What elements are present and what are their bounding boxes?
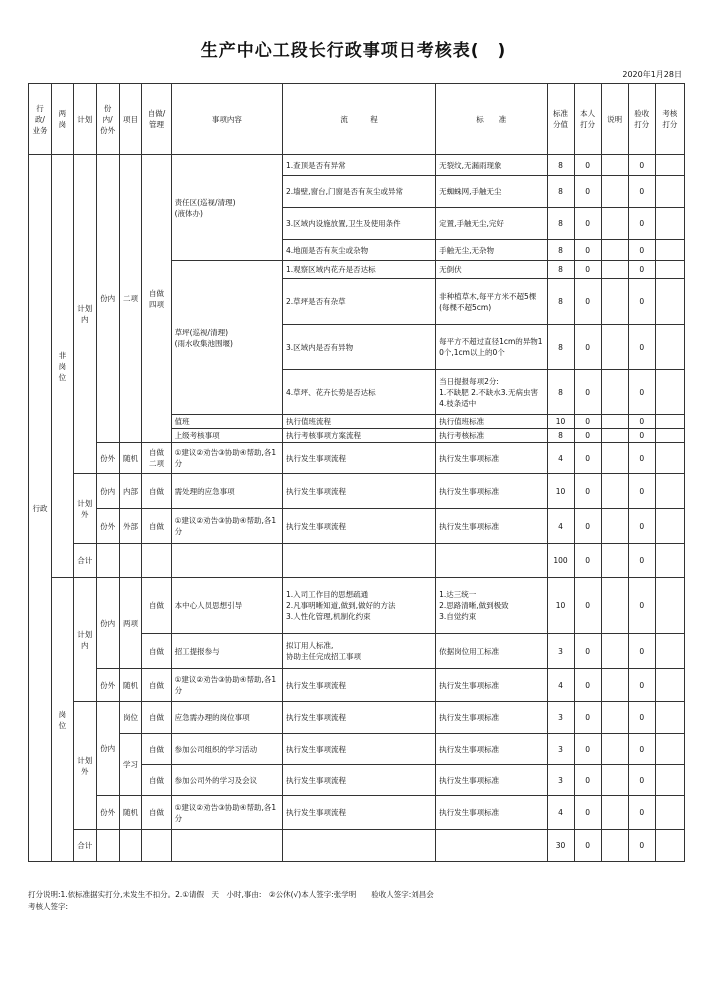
remark-cell: [601, 474, 628, 509]
check-score-cell: 0: [628, 429, 655, 443]
header-self-score: 本人打分: [574, 84, 601, 155]
table-row: [29, 796, 685, 830]
flow-cell: 执行发生事项流程: [283, 474, 436, 509]
standard-cell: 执行发生事项标准: [436, 443, 547, 474]
remark-cell: [601, 830, 628, 862]
remark-cell: [601, 415, 628, 429]
flow-cell: 1.查顶是否有异常: [283, 155, 436, 176]
remark-cell: [601, 261, 628, 279]
blank-cell: [119, 830, 142, 862]
remark-cell: [601, 634, 628, 669]
check-score-cell: 0: [628, 702, 655, 734]
standard-score-cell: 3: [547, 634, 574, 669]
remark-cell: [601, 796, 628, 830]
blank-cell: [171, 544, 282, 578]
standard-score-cell: 8: [547, 208, 574, 240]
self-do-label: 自做: [142, 634, 171, 669]
self-score-cell: 0: [574, 429, 601, 443]
random-label: 随机: [119, 443, 142, 474]
content-cell: 本中心人员思想引导: [171, 578, 282, 634]
self-score-cell: 0: [574, 240, 601, 261]
standard-cell: 1.达三统一 2.思路清晰,做到极致 3.自觉约束: [436, 578, 547, 634]
check-score-cell: 0: [628, 765, 655, 796]
standard-score-cell: 3: [547, 765, 574, 796]
header-check-score: 验收打分: [628, 84, 655, 155]
table-row: [29, 443, 685, 474]
check-score-cell: 0: [628, 669, 655, 702]
standard-cell: 执行发生事项标准: [436, 734, 547, 765]
out-duty-label: 份外: [96, 669, 119, 702]
standard-score-cell: 10: [547, 415, 574, 429]
in-duty-label: 份内: [96, 155, 119, 443]
self-do-label: 自做: [142, 765, 171, 796]
check-score-cell: 0: [628, 443, 655, 474]
remark-cell: [601, 176, 628, 208]
remark-cell: [601, 240, 628, 261]
self-score-cell: 0: [574, 370, 601, 415]
self-score-cell: 0: [574, 474, 601, 509]
check-score-cell: 0: [628, 734, 655, 765]
flow-cell: 执行发生事项流程: [283, 734, 436, 765]
category-admin: 行政: [29, 155, 52, 862]
remark-cell: [601, 734, 628, 765]
standard-cell: 每平方不超过直径1cm的异物10个,1cm以上的0个: [436, 325, 547, 370]
self-score-cell: 0: [574, 261, 601, 279]
assess-score-cell: [655, 509, 684, 544]
remark-cell: [601, 669, 628, 702]
total-label: 合计: [73, 830, 96, 862]
content-cell: 参加公司组织的学习活动: [171, 734, 282, 765]
header-admin-business: 行政/业务: [29, 84, 52, 155]
assess-score-cell: [655, 765, 684, 796]
remark-cell: [601, 509, 628, 544]
flow-cell: 执行发生事项流程: [283, 443, 436, 474]
header-flow: 流 程: [283, 84, 436, 155]
check-score-cell: 0: [628, 208, 655, 240]
content-cell: ①建议②劝告③协助④帮助,各1分: [171, 796, 282, 830]
blank-cell: [283, 544, 436, 578]
blank-cell: [142, 544, 171, 578]
standard-cell: 执行发生事项标准: [436, 702, 547, 734]
remark-cell: [601, 765, 628, 796]
content-cell: 应急需办理的岗位事项: [171, 702, 282, 734]
content-cell: 值班: [171, 415, 282, 429]
check-score-cell: 0: [628, 325, 655, 370]
self-score-cell: 0: [574, 669, 601, 702]
check-score-cell: 0: [628, 155, 655, 176]
self-score-cell: 0: [574, 634, 601, 669]
plan-out-label: 计划外: [73, 702, 96, 830]
plan-in-label: 计划内: [73, 155, 96, 474]
self-score-cell: 0: [574, 830, 601, 862]
two-items-label: 二项: [119, 155, 142, 443]
check-score-cell: 0: [628, 240, 655, 261]
table-row: [29, 474, 685, 509]
check-score-cell: 0: [628, 415, 655, 429]
self-do-label: 自做: [142, 669, 171, 702]
flow-cell: 执行发生事项流程: [283, 669, 436, 702]
flow-cell: 拟订用人标准, 协助主任完成招工事项: [283, 634, 436, 669]
self-score-cell: 0: [574, 796, 601, 830]
post-item-label: 岗位: [119, 702, 142, 734]
standard-cell: 定置,手触无尘,完好: [436, 208, 547, 240]
check-score-cell: 0: [628, 370, 655, 415]
standard-score-cell: 4: [547, 509, 574, 544]
flow-cell: 执行发生事项流程: [283, 796, 436, 830]
remark-cell: [601, 208, 628, 240]
out-duty-label: 份外: [96, 509, 119, 544]
header-self-manage: 自做/管理: [142, 84, 171, 155]
two-items-label: 两项: [119, 578, 142, 669]
self-score-cell: 0: [574, 325, 601, 370]
check-score-cell: 0: [628, 279, 655, 325]
standard-cell: 手触无尘,无杂物: [436, 240, 547, 261]
header-standard: 标 准: [436, 84, 547, 155]
check-score-cell: 0: [628, 796, 655, 830]
notes-line: 打分说明:1.依标准据实打分,未发生不扣分。2.①请假 天 小时,事由: ②公休(√)本人签字:张学明 验收人签字:刘昌会: [28, 890, 434, 899]
self-do-label: 自做: [142, 474, 171, 509]
random-label: 随机: [119, 796, 142, 830]
self-score-cell: 0: [574, 509, 601, 544]
remark-cell: [601, 443, 628, 474]
self-score-cell: 0: [574, 443, 601, 474]
standard-score-cell: 10: [547, 578, 574, 634]
standard-cell: 非种植草木,每平方米不超5棵(每棵不超5cm): [436, 279, 547, 325]
assess-score-cell: [655, 325, 684, 370]
remark-cell: [601, 325, 628, 370]
assess-score-cell: [655, 415, 684, 429]
outside-label: 外部: [119, 509, 142, 544]
flow-cell: 1.入司工作目的思想疏通 2.凡事明晰知道,做到,做好的方法 3.人性化管理,机制化约束: [283, 578, 436, 634]
standard-score-cell: 10: [547, 474, 574, 509]
flow-cell: 2.草坪是否有杂草: [283, 279, 436, 325]
self-score-cell: 0: [574, 279, 601, 325]
assess-score-cell: [655, 208, 684, 240]
header-duty: 份内/份外: [96, 84, 119, 155]
assess-score-cell: [655, 443, 684, 474]
assess-score-cell: [655, 155, 684, 176]
remark-cell: [601, 578, 628, 634]
total-row: [29, 830, 685, 862]
standard-cell: 执行发生事项标准: [436, 669, 547, 702]
standard-score-cell: 8: [547, 240, 574, 261]
standard-cell: 执行发生事项标准: [436, 796, 547, 830]
in-duty-label: 份内: [96, 578, 119, 669]
inside-label: 内部: [119, 474, 142, 509]
self-score-cell: 0: [574, 765, 601, 796]
flow-cell: 3.区域内是否有异物: [283, 325, 436, 370]
remark-cell: [601, 279, 628, 325]
assess-score-cell: [655, 279, 684, 325]
check-score-cell: 0: [628, 634, 655, 669]
content-cell: 责任区(巡视/清理) (液体办): [171, 155, 282, 261]
self-score-cell: 0: [574, 734, 601, 765]
header-row: [29, 84, 685, 155]
flow-cell: 执行发生事项流程: [283, 702, 436, 734]
assess-score-cell: [655, 830, 684, 862]
standard-score-cell: 4: [547, 443, 574, 474]
check-score-cell: 0: [628, 544, 655, 578]
assess-score-cell: [655, 796, 684, 830]
flow-cell: 1.观察区域内花卉是否达标: [283, 261, 436, 279]
flow-cell: 执行发生事项流程: [283, 509, 436, 544]
content-cell: 需处理的应急事项: [171, 474, 282, 509]
check-score-cell: 0: [628, 176, 655, 208]
standard-cell: 无倒伏: [436, 261, 547, 279]
assess-score-cell: [655, 240, 684, 261]
content-cell: 参加公司外的学习及会议: [171, 765, 282, 796]
standard-cell: 无裂纹,无漏雨现象: [436, 155, 547, 176]
content-cell: ①建议②劝告③协助④帮助,各1分: [171, 669, 282, 702]
assess-score-cell: [655, 702, 684, 734]
blank-cell: [119, 544, 142, 578]
standard-score-cell: 3: [547, 702, 574, 734]
assess-score-cell: [655, 734, 684, 765]
standard-score-cell: 8: [547, 261, 574, 279]
standard-score-cell: 8: [547, 429, 574, 443]
header-standard-score: 标准分值: [547, 84, 574, 155]
content-cell: 草坪(巡视/清理) (雨水收集池围堰): [171, 261, 282, 415]
flow-cell: 执行考核事项方案流程: [283, 429, 436, 443]
standard-cell: 执行发生事项标准: [436, 765, 547, 796]
in-duty-label: 份内: [96, 702, 119, 796]
report-date: 2020年1月28日: [622, 70, 682, 79]
header-two-posts: 两岗: [51, 84, 73, 155]
flow-cell: 3.区域内设施放置,卫生及使用条件: [283, 208, 436, 240]
self-score-cell: 0: [574, 578, 601, 634]
standard-score-total: 100: [547, 544, 574, 578]
self-score-cell: 0: [574, 415, 601, 429]
out-duty-label: 份外: [96, 443, 119, 474]
standard-score-cell: 8: [547, 155, 574, 176]
blank-cell: [283, 830, 436, 862]
content-cell: ①建议②劝告③协助④帮助,各1分: [171, 509, 282, 544]
standard-score-cell: 8: [547, 325, 574, 370]
assess-score-cell: [655, 544, 684, 578]
remark-cell: [601, 155, 628, 176]
content-cell: ①建议②劝告③协助④帮助,各1分: [171, 443, 282, 474]
standard-cell: 执行值班标准: [436, 415, 547, 429]
check-score-cell: 0: [628, 830, 655, 862]
self-score-cell: 0: [574, 176, 601, 208]
check-score-cell: 0: [628, 509, 655, 544]
assess-score-cell: [655, 176, 684, 208]
header-content: 事项内容: [171, 84, 282, 155]
self-do-label: 自做: [142, 796, 171, 830]
self-do-label: 自做: [142, 734, 171, 765]
in-duty-label: 份内: [96, 474, 119, 509]
standard-cell: 执行发生事项标准: [436, 474, 547, 509]
random-label: 随机: [119, 669, 142, 702]
header-project: 项目: [119, 84, 142, 155]
self-do-label: 自做: [142, 578, 171, 634]
category-non-post: 非岗位: [51, 155, 73, 578]
out-duty-label: 份外: [96, 796, 119, 830]
assess-score-cell: [655, 429, 684, 443]
flow-cell: 执行发生事项流程: [283, 765, 436, 796]
total-label: 合计: [73, 544, 96, 578]
remark-cell: [601, 370, 628, 415]
content-cell: 上级考核事项: [171, 429, 282, 443]
standard-cell: 当日提报每项2分: 1.不缺肥 2.不缺水3.无病虫害 4.枝条适中: [436, 370, 547, 415]
assess-score-cell: [655, 261, 684, 279]
check-score-cell: 0: [628, 474, 655, 509]
blank-cell: [96, 830, 119, 862]
page-title: 生产中心工段长行政事项日考核表( ): [200, 41, 507, 61]
blank-cell: [436, 544, 547, 578]
header-plan: 计划: [73, 84, 96, 155]
table-row: [29, 155, 685, 176]
table-row: [29, 734, 685, 765]
standard-cell: 执行发生事项标准: [436, 509, 547, 544]
standard-cell: 无蜘蛛网,手触无尘: [436, 176, 547, 208]
standard-cell: 依据岗位用工标准: [436, 634, 547, 669]
standard-score-cell: 4: [547, 796, 574, 830]
table-row: [29, 669, 685, 702]
remark-cell: [601, 544, 628, 578]
self-two-label: 自做二项: [142, 443, 171, 474]
plan-out-label: 计划外: [73, 474, 96, 544]
check-score-cell: 0: [628, 578, 655, 634]
flow-cell: 执行值班流程: [283, 415, 436, 429]
header-assess-score: 考核打分: [655, 84, 684, 155]
content-cell: 招工提报参与: [171, 634, 282, 669]
self-score-cell: 0: [574, 702, 601, 734]
standard-score-cell: 8: [547, 176, 574, 208]
self-do-label: 自做: [142, 702, 171, 734]
assess-score-cell: [655, 578, 684, 634]
standard-cell: 执行考核标准: [436, 429, 547, 443]
self-score-cell: 0: [574, 208, 601, 240]
assess-score-cell: [655, 669, 684, 702]
blank-cell: [142, 830, 171, 862]
assess-score-cell: [655, 474, 684, 509]
standard-score-cell: 3: [547, 734, 574, 765]
assess-score-cell: [655, 634, 684, 669]
remark-cell: [601, 702, 628, 734]
standard-score-cell: 8: [547, 279, 574, 325]
study-label: 学习: [119, 734, 142, 796]
blank-cell: [96, 544, 119, 578]
self-score-cell: 0: [574, 155, 601, 176]
standard-score-cell: 4: [547, 669, 574, 702]
blank-cell: [436, 830, 547, 862]
plan-in-label: 计划内: [73, 578, 96, 702]
self-do-label: 自做: [142, 509, 171, 544]
table-row: [29, 509, 685, 544]
table-row: [29, 578, 685, 634]
flow-cell: 4.地面是否有灰尘或杂物: [283, 240, 436, 261]
self-four-label: 自做四项: [142, 155, 171, 443]
assess-score-cell: [655, 370, 684, 415]
total-row: [29, 544, 685, 578]
assessor-signature-line: 考核人签字:: [28, 902, 69, 911]
standard-score-cell: 8: [547, 370, 574, 415]
standard-score-total: 30: [547, 830, 574, 862]
flow-cell: 2.墙壁,窗台,门窗是否有灰尘或异常: [283, 176, 436, 208]
table-row: [29, 702, 685, 734]
flow-cell: 4.草坪、花卉长势是否达标: [283, 370, 436, 415]
self-score-cell: 0: [574, 544, 601, 578]
assessment-table: [28, 83, 685, 862]
check-score-cell: 0: [628, 261, 655, 279]
category-post: 岗位: [51, 578, 73, 862]
blank-cell: [171, 830, 282, 862]
scoring-notes: [28, 889, 688, 913]
header-remark: 说明: [601, 84, 628, 155]
remark-cell: [601, 429, 628, 443]
